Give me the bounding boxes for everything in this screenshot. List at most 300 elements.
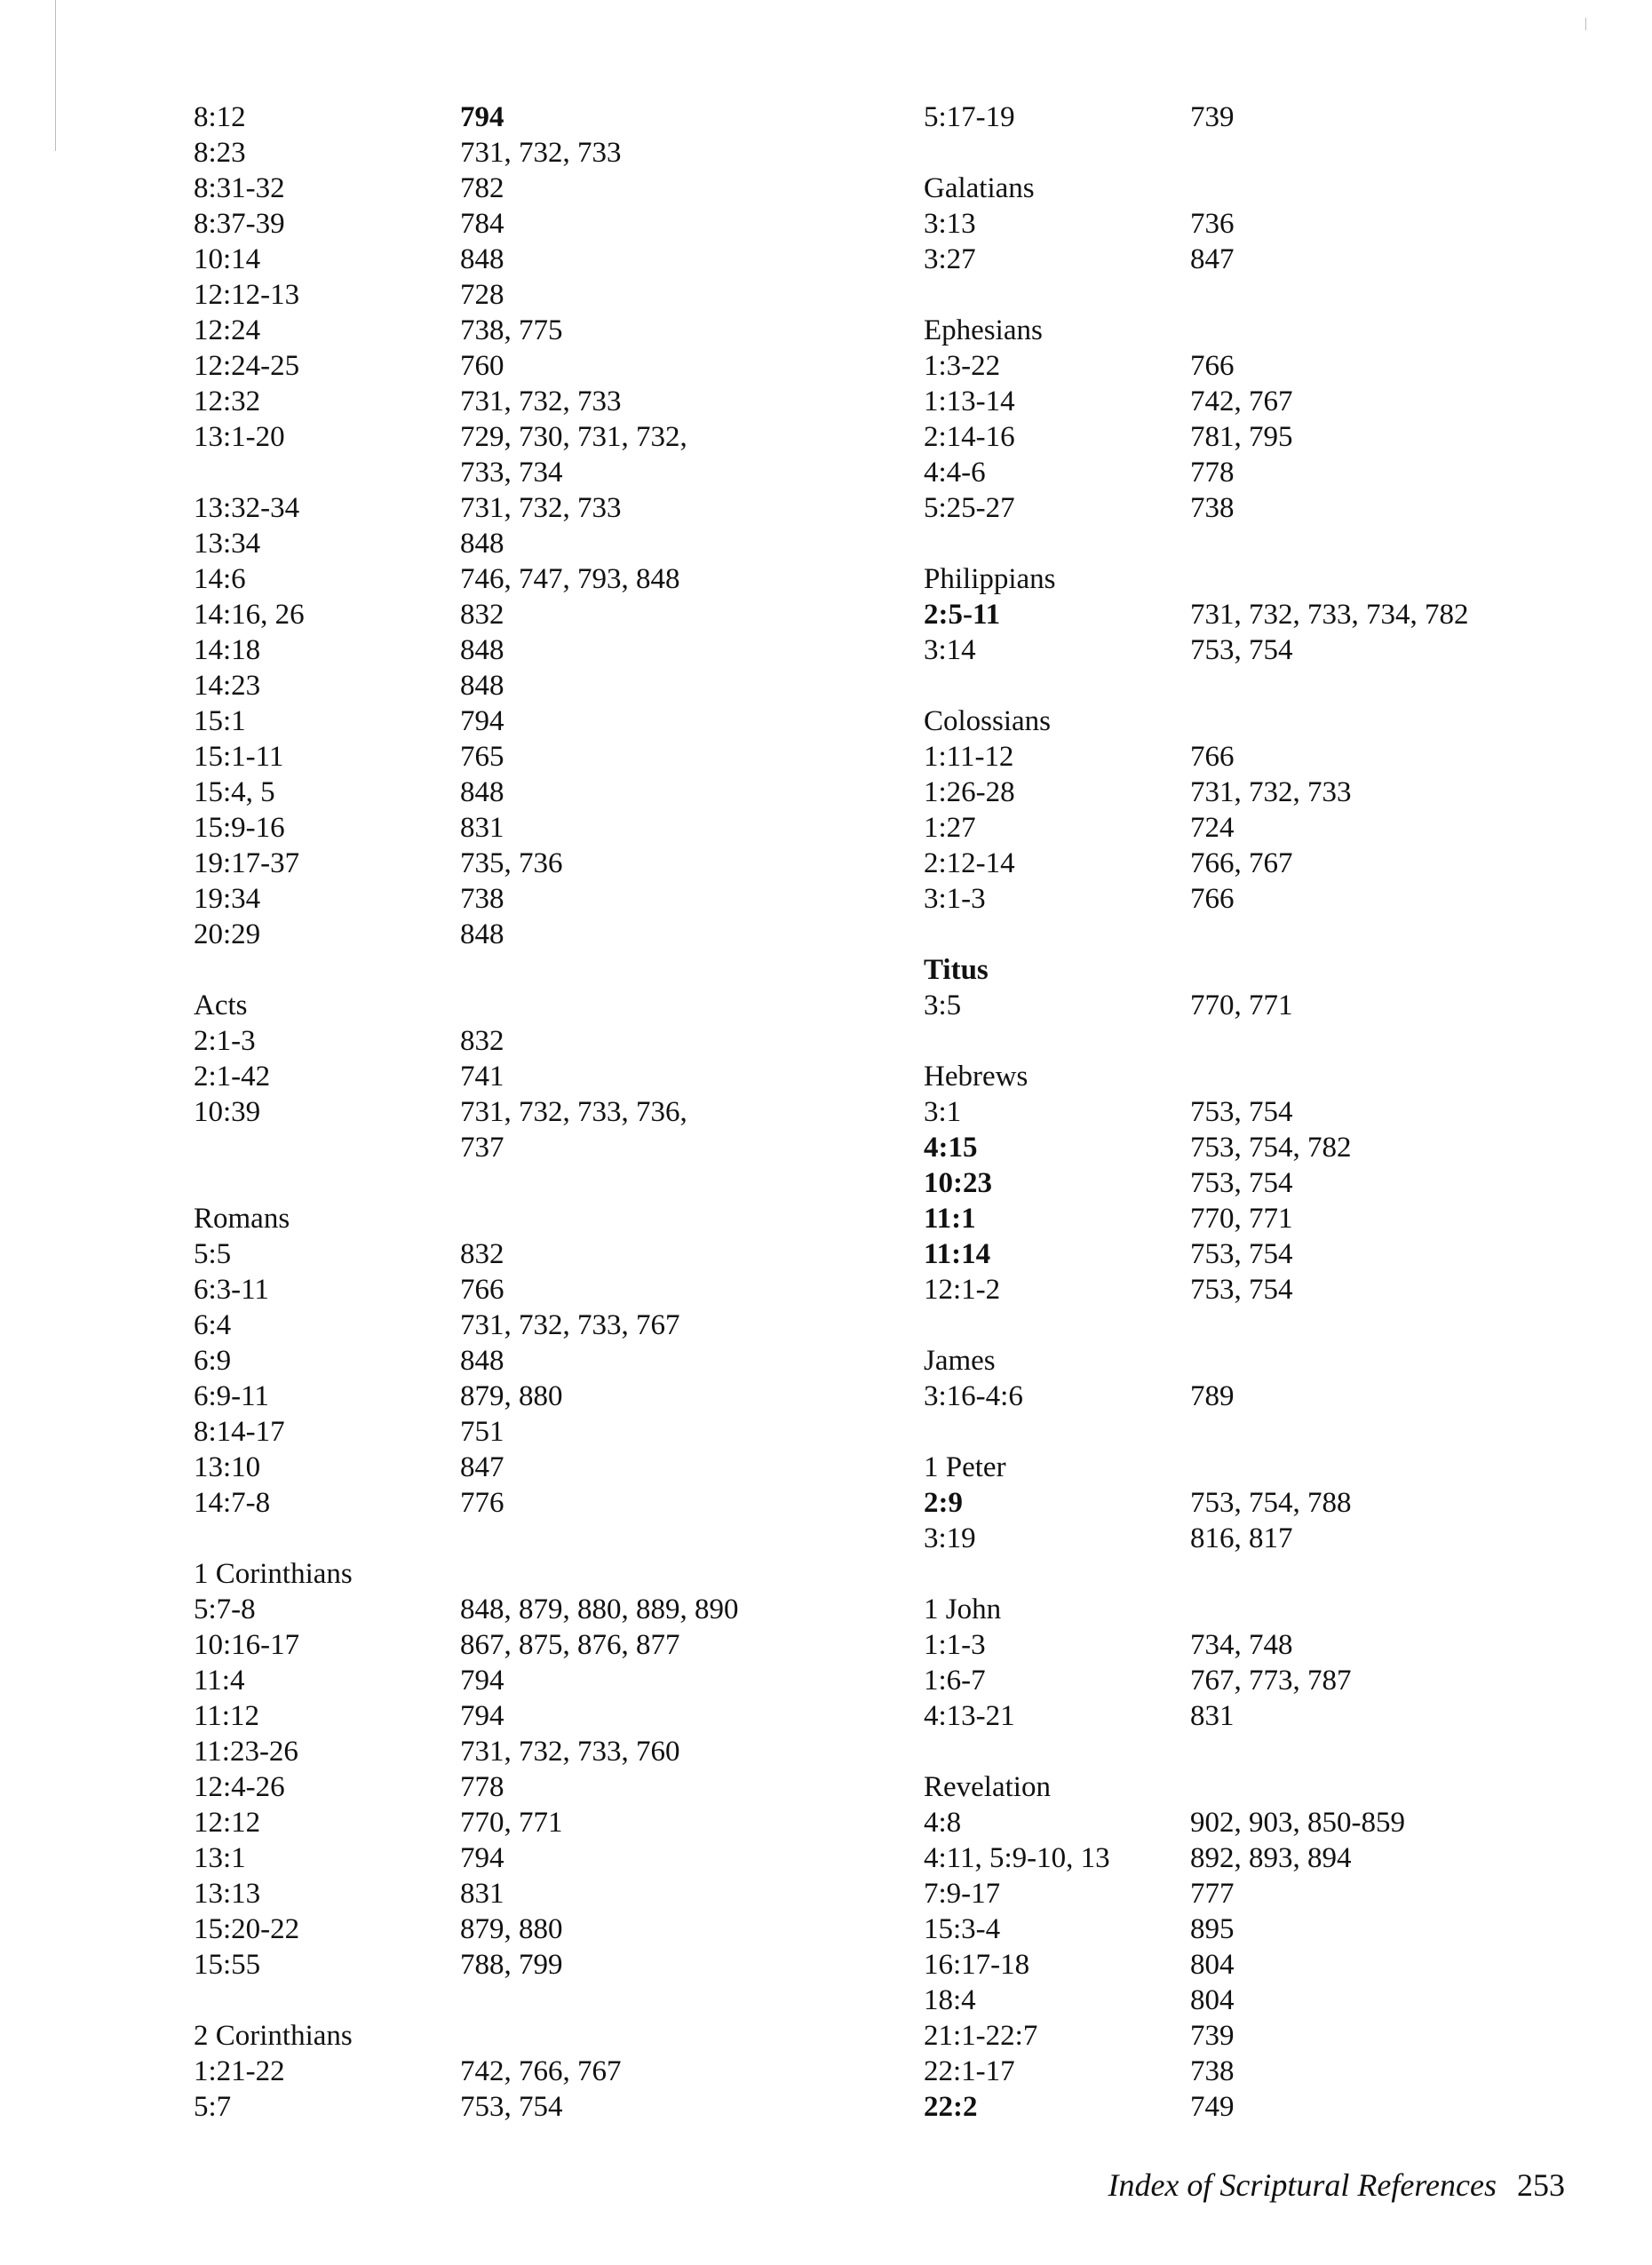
- section-gap: [924, 1556, 1652, 1592]
- section-gap: [924, 526, 1652, 561]
- page-numbers: 794: [460, 705, 504, 737]
- book-heading-label: Acts: [194, 989, 248, 1021]
- verse-reference: 1:27: [924, 812, 976, 844]
- index-entry: [924, 206, 1652, 242]
- verse-reference: 15:1-11: [194, 741, 284, 773]
- verse-reference: 11:4: [194, 1665, 245, 1697]
- verse-reference: 8:23: [194, 137, 246, 169]
- page-numbers: 736: [1190, 208, 1235, 240]
- index-entry: [924, 419, 1652, 455]
- page-numbers: 892, 893, 894: [1190, 1842, 1352, 1874]
- verse-reference: 10:23: [924, 1167, 992, 1199]
- verse-reference: 14:23: [194, 670, 261, 702]
- page-numbers: 753, 754: [1190, 1274, 1293, 1306]
- index-entry: [194, 2054, 922, 2089]
- index-entry: [924, 1272, 1652, 1307]
- index-entry: [924, 1094, 1652, 1130]
- book-heading: [924, 561, 1652, 597]
- book-heading-label: Titus: [924, 954, 989, 986]
- page-numbers: 741: [460, 1061, 504, 1093]
- page-numbers: 789: [1190, 1380, 1235, 1412]
- page-numbers: 847: [1190, 243, 1235, 275]
- index-entry: [194, 1911, 922, 1947]
- book-heading-label: Romans: [194, 1203, 290, 1235]
- index-entry: [924, 1947, 1652, 1983]
- page-numbers: 831: [1190, 1700, 1235, 1732]
- page-numbers: 731, 732, 733: [460, 492, 622, 524]
- page-number: 253: [1517, 2167, 1565, 2203]
- page-numbers: 848: [460, 528, 504, 560]
- index-entry: [194, 1485, 922, 1521]
- page-numbers: 902, 903, 850-859: [1190, 1807, 1405, 1839]
- page-numbers: 770, 771: [1190, 1203, 1293, 1235]
- verse-reference: 3:19: [924, 1522, 976, 1554]
- verse-reference: 1:13-14: [924, 385, 1015, 417]
- verse-reference: 10:39: [194, 1096, 261, 1128]
- index-entry: [924, 1379, 1652, 1414]
- verse-reference: 4:13-21: [924, 1700, 1015, 1732]
- verse-reference: 20:29: [194, 918, 261, 950]
- verse-reference: 2:1-3: [194, 1025, 256, 1057]
- index-entry: [194, 1343, 922, 1379]
- scan-mark-right: [1585, 18, 1586, 30]
- index-entry: [194, 384, 922, 419]
- section-gap: [194, 1521, 922, 1556]
- section-gap: [924, 1734, 1652, 1769]
- index-entry: [924, 739, 1652, 775]
- verse-reference: 1:11-12: [924, 741, 1014, 773]
- index-entry: [194, 1450, 922, 1485]
- page-numbers: 753, 754: [1190, 1096, 1293, 1128]
- verse-reference: 4:11, 5:9-10, 13: [924, 1842, 1110, 1874]
- page-numbers: 794: [460, 1700, 504, 1732]
- index-entry: [924, 1840, 1652, 1876]
- index-entry: [194, 632, 922, 668]
- page-numbers: 738, 775: [460, 314, 563, 346]
- index-entry: [194, 881, 922, 917]
- verse-reference: 2:5-11: [924, 599, 1001, 631]
- verse-reference: 15:9-16: [194, 812, 285, 844]
- page-numbers: 848: [460, 670, 504, 702]
- page-numbers: 848, 879, 880, 889, 890: [460, 1593, 739, 1625]
- index-entry: [924, 988, 1652, 1023]
- page-numbers: 728: [460, 279, 504, 311]
- verse-reference: 4:8: [924, 1807, 962, 1839]
- index-entry: [194, 1023, 922, 1059]
- verse-reference: 5:7: [194, 2091, 232, 2123]
- index-entry: [924, 810, 1652, 846]
- page-numbers: 788, 799: [460, 1949, 563, 1981]
- verse-reference: 14:7-8: [194, 1487, 271, 1519]
- book-heading: [924, 313, 1652, 348]
- page-numbers: 738: [1190, 492, 1235, 524]
- verse-reference: 16:17-18: [924, 1949, 1030, 1981]
- page-numbers: 724: [1190, 812, 1235, 844]
- index-entry: [924, 597, 1652, 632]
- book-heading-label: 1 John: [924, 1593, 1002, 1625]
- page-numbers: 766: [1190, 741, 1235, 773]
- index-entry: [924, 846, 1652, 881]
- index-entry: [924, 1236, 1652, 1272]
- verse-reference: 6:3-11: [194, 1274, 269, 1306]
- verse-reference: 3:1-3: [924, 883, 986, 915]
- page-numbers: 753, 754: [1190, 1238, 1293, 1270]
- section-gap: [924, 668, 1652, 703]
- page-numbers: 804: [1190, 1949, 1235, 1981]
- page-numbers: 832: [460, 1025, 504, 1057]
- verse-reference: 22:1-17: [924, 2055, 1015, 2087]
- page-numbers: 831: [460, 1878, 504, 1910]
- book-heading: [924, 1450, 1652, 1485]
- section-gap: [924, 1023, 1652, 1059]
- page-numbers: 738: [460, 883, 504, 915]
- page-numbers: 766, 767: [1190, 847, 1293, 879]
- page-numbers: 879, 880: [460, 1380, 563, 1412]
- index-entry: [924, 1485, 1652, 1521]
- verse-reference: 18:4: [924, 1984, 976, 2016]
- page-numbers: 753, 754: [1190, 1167, 1293, 1199]
- index-entry: [194, 1840, 922, 1876]
- verse-reference: 12:1-2: [924, 1274, 1001, 1306]
- verse-reference: 3:5: [924, 989, 962, 1021]
- book-heading: [924, 1343, 1652, 1379]
- index-entry: [194, 775, 922, 810]
- page-numbers: 739: [1190, 2020, 1235, 2052]
- page-numbers: 784: [460, 208, 504, 240]
- page-numbers: 742, 766, 767: [460, 2055, 622, 2087]
- index-entry: [924, 775, 1652, 810]
- index-entry: [194, 1379, 922, 1414]
- verse-reference: 13:1-20: [194, 421, 285, 453]
- page-numbers: 739: [1190, 101, 1235, 133]
- page-numbers: 746, 747, 793, 848: [460, 563, 680, 595]
- index-entry: [924, 1165, 1652, 1201]
- page-numbers: 794: [460, 1842, 504, 1874]
- verse-reference: 12:32: [194, 385, 261, 417]
- page-numbers: 848: [460, 776, 504, 808]
- index-entry: [194, 2089, 922, 2125]
- book-heading-label: Revelation: [924, 1771, 1051, 1803]
- verse-reference: 6:4: [194, 1309, 232, 1341]
- verse-reference: 12:24: [194, 314, 261, 346]
- index-entry: [194, 206, 922, 242]
- verse-reference: 10:16-17: [194, 1629, 300, 1661]
- book-heading: [924, 1592, 1652, 1627]
- verse-reference: 12:12-13: [194, 279, 300, 311]
- index-entry: [924, 1627, 1652, 1663]
- verse-reference: 3:16-4:6: [924, 1380, 1023, 1412]
- book-heading-label: Galatians: [924, 172, 1035, 204]
- page-numbers: 734, 748: [1190, 1629, 1293, 1661]
- index-entry: [924, 632, 1652, 668]
- index-entry: [194, 917, 922, 952]
- verse-reference: 5:5: [194, 1238, 232, 1270]
- book-heading: [924, 171, 1652, 206]
- verse-reference: 3:27: [924, 243, 976, 275]
- page-numbers: 731, 732, 733, 736,: [460, 1096, 687, 1128]
- page-numbers: 816, 817: [1190, 1522, 1293, 1554]
- page-numbers: 753, 754: [1190, 634, 1293, 666]
- page-numbers: 867, 875, 876, 877: [460, 1629, 680, 1661]
- page-numbers: 778: [460, 1771, 504, 1803]
- book-heading-label: Hebrews: [924, 1061, 1029, 1093]
- verse-reference: 13:13: [194, 1878, 261, 1910]
- verse-reference: 2:9: [924, 1487, 963, 1519]
- verse-reference: 14:18: [194, 634, 261, 666]
- verse-reference: 22:2: [924, 2091, 978, 2123]
- verse-reference: 1:1-3: [924, 1629, 986, 1661]
- index-entry: [194, 348, 922, 384]
- index-entry: [194, 1734, 922, 1769]
- book-heading-label: Ephesians: [924, 314, 1043, 346]
- page-numbers: 765: [460, 741, 504, 773]
- section-gap: [194, 952, 922, 988]
- page-numbers: 777: [1190, 1878, 1235, 1910]
- right-index-column: [924, 99, 1652, 2125]
- page-numbers: 848: [460, 918, 504, 950]
- index-entry: [924, 1201, 1652, 1236]
- index-entry: [194, 561, 922, 597]
- index-entry: [194, 1947, 922, 1983]
- page-numbers: 738: [1190, 2055, 1235, 2087]
- page-numbers: 735, 736: [460, 847, 563, 879]
- page-numbers: 794: [460, 101, 504, 133]
- book-heading-label: 2 Corinthians: [194, 2020, 353, 2052]
- page-numbers: 895: [1190, 1913, 1235, 1945]
- page-numbers: 831: [460, 812, 504, 844]
- index-entry: [194, 455, 922, 490]
- index-entry: [924, 1911, 1652, 1947]
- verse-reference: 4:4-6: [924, 457, 986, 489]
- verse-reference: 15:3-4: [924, 1913, 1001, 1945]
- book-heading: [924, 1059, 1652, 1094]
- page-numbers: 749: [1190, 2091, 1235, 2123]
- verse-reference: 21:1-22:7: [924, 2020, 1038, 2052]
- scan-mark-left: [55, 0, 56, 151]
- index-entry: [194, 1592, 922, 1627]
- index-entry: [194, 171, 922, 206]
- verse-reference: 19:17-37: [194, 847, 300, 879]
- index-entry: [194, 668, 922, 703]
- verse-reference: [194, 1130, 460, 1165]
- index-entry: [924, 1805, 1652, 1840]
- book-heading: [194, 1556, 922, 1592]
- page-numbers: 753, 754, 782: [1190, 1132, 1352, 1164]
- section-gap: [924, 1414, 1652, 1450]
- page-numbers: 742, 767: [1190, 385, 1293, 417]
- verse-reference: 13:32-34: [194, 492, 300, 524]
- page-numbers: 751: [460, 1416, 504, 1448]
- index-entry: [924, 384, 1652, 419]
- index-entry: [924, 455, 1652, 490]
- book-heading-label: James: [924, 1345, 996, 1377]
- book-heading: [924, 952, 1652, 988]
- page-numbers: 847: [460, 1451, 504, 1483]
- verse-reference: 12:24-25: [194, 350, 300, 382]
- verse-reference: 15:55: [194, 1949, 261, 1981]
- verse-reference: [194, 455, 460, 490]
- index-entry: [924, 1663, 1652, 1698]
- page-numbers: 848: [460, 1345, 504, 1377]
- verse-reference: 8:14-17: [194, 1416, 285, 1448]
- book-heading: [194, 1201, 922, 1236]
- verse-reference: 5:7-8: [194, 1593, 256, 1625]
- index-entry: [194, 1307, 922, 1343]
- verse-reference: 15:1: [194, 705, 246, 737]
- index-entry: [924, 1130, 1652, 1165]
- index-entry: [194, 526, 922, 561]
- page-numbers: 760: [460, 350, 504, 382]
- index-entry: [194, 597, 922, 632]
- book-heading: [194, 988, 922, 1023]
- page-numbers: 782: [460, 172, 504, 204]
- verse-reference: 8:12: [194, 101, 246, 133]
- section-gap: [924, 917, 1652, 952]
- page-numbers: 781, 795: [1190, 421, 1293, 453]
- book-heading: [924, 703, 1652, 739]
- verse-reference: 2:1-42: [194, 1061, 271, 1093]
- page-numbers: 731, 732, 733, 760: [460, 1736, 680, 1768]
- page-numbers: 731, 732, 733, 767: [460, 1309, 680, 1341]
- verse-reference: 19:34: [194, 883, 261, 915]
- index-entry: [194, 1414, 922, 1450]
- verse-reference: 1:3-22: [924, 350, 1001, 382]
- verse-reference: 1:26-28: [924, 776, 1015, 808]
- index-entry: [924, 1983, 1652, 2018]
- index-entry: [194, 1236, 922, 1272]
- index-entry: [194, 1094, 922, 1130]
- index-entry: [194, 1876, 922, 1911]
- verse-reference: 5:25-27: [924, 492, 1015, 524]
- page-numbers: 832: [460, 1238, 504, 1270]
- index-entry: [924, 881, 1652, 917]
- page-numbers: 832: [460, 599, 504, 631]
- verse-reference: 2:14-16: [924, 421, 1015, 453]
- page-numbers: 766: [1190, 883, 1235, 915]
- index-entry: [924, 2018, 1652, 2054]
- index-entry: [924, 490, 1652, 526]
- page-numbers: 733, 734: [460, 457, 563, 489]
- verse-reference: 12:12: [194, 1807, 261, 1839]
- page-numbers: 766: [1190, 350, 1235, 382]
- index-entry: [194, 1272, 922, 1307]
- index-entry: [924, 1521, 1652, 1556]
- page-numbers: 737: [460, 1132, 504, 1164]
- verse-reference: 15:20-22: [194, 1913, 300, 1945]
- page-numbers: 766: [460, 1274, 504, 1306]
- page-numbers: 729, 730, 731, 732,: [460, 421, 687, 453]
- page-numbers: 804: [1190, 1984, 1235, 2016]
- page-numbers: 753, 754, 788: [1190, 1487, 1352, 1519]
- book-heading: [194, 2018, 922, 2054]
- verse-reference: 4:15: [924, 1132, 978, 1164]
- verse-reference: 11:23-26: [194, 1736, 298, 1768]
- index-entry: [194, 490, 922, 526]
- page-numbers: 767, 773, 787: [1190, 1665, 1352, 1697]
- verse-reference: 11:14: [924, 1238, 991, 1270]
- page-numbers: 776: [460, 1487, 504, 1519]
- page-numbers: 731, 732, 733, 734, 782: [1190, 599, 1469, 631]
- verse-reference: 8:31-32: [194, 172, 285, 204]
- page-numbers: 770, 771: [1190, 989, 1293, 1021]
- verse-reference: 11:1: [924, 1203, 976, 1235]
- index-entry: [924, 2089, 1652, 2125]
- section-gap: [194, 1165, 922, 1201]
- index-entry: [194, 419, 922, 455]
- verse-reference: 8:37-39: [194, 208, 285, 240]
- verse-reference: 10:14: [194, 243, 261, 275]
- verse-reference: 12:4-26: [194, 1771, 285, 1803]
- section-gap: [924, 277, 1652, 313]
- verse-reference: 14:6: [194, 563, 246, 595]
- page-numbers: 794: [460, 1665, 504, 1697]
- verse-reference: 1:21-22: [194, 2055, 285, 2087]
- index-entry: [924, 99, 1652, 135]
- index-entry: [924, 1876, 1652, 1911]
- verse-reference: 3:14: [924, 634, 976, 666]
- book-heading-label: 1 Peter: [924, 1451, 1006, 1483]
- index-entry: [194, 1627, 922, 1663]
- verse-reference: 6:9: [194, 1345, 232, 1377]
- book-heading-label: 1 Corinthians: [194, 1558, 353, 1590]
- verse-reference: 13:1: [194, 1842, 246, 1874]
- page-numbers: 848: [460, 243, 504, 275]
- index-entry: [924, 2054, 1652, 2089]
- index-entry: [194, 99, 922, 135]
- book-heading-label: Philippians: [924, 563, 1056, 595]
- index-entry: [194, 1805, 922, 1840]
- page-numbers: 731, 732, 733: [460, 385, 622, 417]
- page-numbers: 731, 732, 733: [460, 137, 622, 169]
- index-entry: [194, 277, 922, 313]
- index-entry: [194, 1769, 922, 1805]
- index-entry: [194, 846, 922, 881]
- left-index-column: [194, 99, 922, 2125]
- verse-reference: 11:12: [194, 1700, 259, 1732]
- index-entry: [194, 810, 922, 846]
- book-heading-label: Colossians: [924, 705, 1052, 737]
- index-entry: [924, 242, 1652, 277]
- index-entry: [194, 1698, 922, 1734]
- verse-reference: 3:1: [924, 1096, 962, 1128]
- index-entry: [924, 348, 1652, 384]
- index-entry: [194, 739, 922, 775]
- running-title: Index of Scriptural References: [1108, 2167, 1497, 2203]
- section-gap: [924, 135, 1652, 171]
- index-entry: [194, 703, 922, 739]
- page-numbers: 770, 771: [460, 1807, 563, 1839]
- index-entry: [194, 1130, 922, 1165]
- page-numbers: 731, 732, 733: [1190, 776, 1352, 808]
- index-entry: [194, 135, 922, 171]
- book-heading: [924, 1769, 1652, 1805]
- page-numbers: 778: [1190, 457, 1235, 489]
- section-gap: [924, 1307, 1652, 1343]
- section-gap: [194, 1983, 922, 2018]
- page-footer: [1108, 2167, 1565, 2203]
- verse-reference: 3:13: [924, 208, 976, 240]
- index-entry: [194, 313, 922, 348]
- index-entry: [194, 242, 922, 277]
- verse-reference: 5:17-19: [924, 101, 1015, 133]
- verse-reference: 13:34: [194, 528, 261, 560]
- index-entry: [194, 1059, 922, 1094]
- index-entry: [924, 1698, 1652, 1734]
- verse-reference: 1:6-7: [924, 1665, 986, 1697]
- verse-reference: 14:16, 26: [194, 599, 305, 631]
- page-numbers: 753, 754: [460, 2091, 563, 2123]
- verse-reference: 13:10: [194, 1451, 261, 1483]
